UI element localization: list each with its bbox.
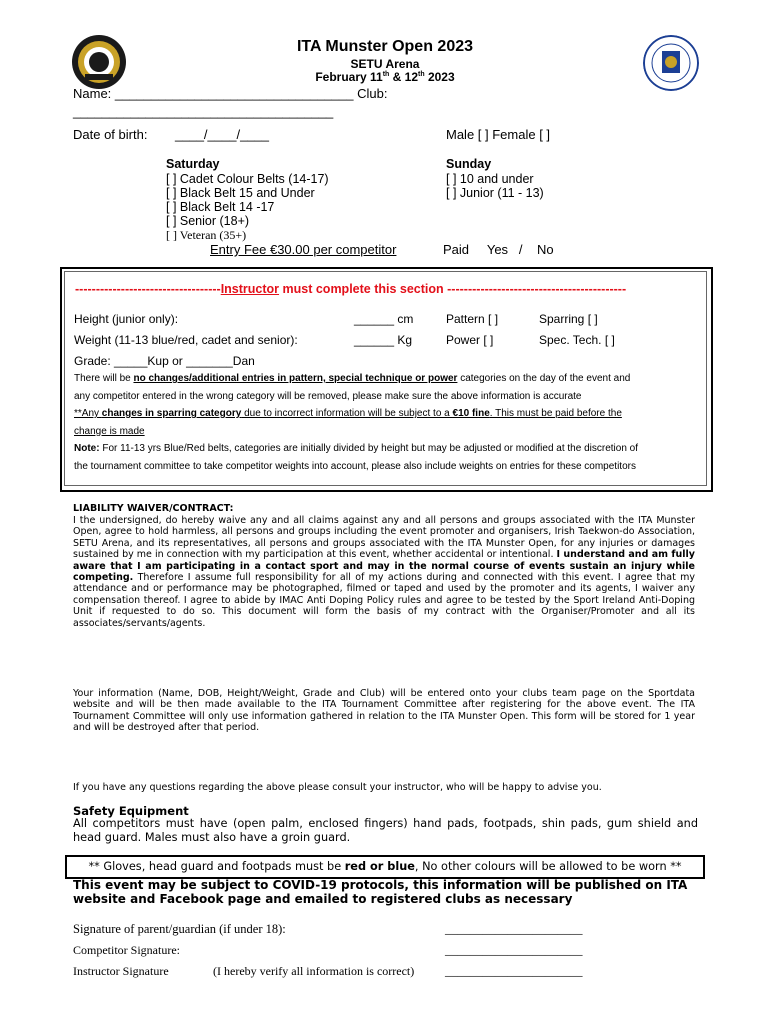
- weight-label: Weight (11-13 blue/red, cadet and senior):: [74, 333, 298, 347]
- event-date: February 11th & 12th 2023: [315, 70, 455, 84]
- height-label: Height (junior only):: [74, 312, 179, 326]
- sun-junior[interactable]: [ ] Junior (11 - 13): [446, 186, 544, 200]
- note-height-division: Note: For 11-13 yrs Blue/Red belts, categories are initially divided by height but may be adjusted or modified at the discretion of: [74, 443, 638, 454]
- note-no-changes: There will be no changes/additional entries in pattern, special technique or power categories on the day of the event and: [74, 373, 631, 384]
- grade-field[interactable]: Grade: _____Kup or _______Dan: [74, 354, 255, 368]
- dob-field[interactable]: ____/____/____: [175, 127, 269, 142]
- safety-text: All competitors must have (open palm, enclosed fingers) hand pads, footpads, shin pads, gum shield and head guard. Males must also have a groin guard.: [73, 817, 698, 844]
- waiver-text: I the undersigned, do hereby waive any and all claims against any and all persons and groups associated with the ITA Munster Open, agree to hold harmless, all persons and groups including the event promoter and organisers, Irish Taekwon-do Association, SETU Arena, and its representatives, all persons and groups associated with the ITA Munster Open, for any injuries or damages sustained by me in connection with my participation at this event, whether accidental or intentional. I understand and am fully aware that I am participating in a contact sport and may in the normal course of events sustain an injury while competing. Therefore I assume full responsibility for all of my actions during and connected with this event. I agree that my attendance and or performance may be photographed, filmed or taped and used by the promoter and its agents, I waiver any compensation thereof. I agree to abide by IMAC Anti Doping Policy rules and agree to be tested by the Sport Ireland Anti-Doping Unit if requested to do so. This document will form the basis of my contract with the Organiser/Promoter and all its associates/servants/agents.: [73, 515, 695, 629]
- sunday-heading: Sunday: [446, 157, 492, 171]
- note-wrong-category: any competitor entered in the wrong category will be removed, please make sure the above information is accurate: [74, 390, 582, 402]
- instructor-heading: -----------------------------------Instructor must complete this section -------------------------------------------: [75, 282, 627, 296]
- waiver-heading: LIABILITY WAIVER/CONTRACT:: [73, 503, 234, 514]
- pattern-checkbox[interactable]: Pattern [ ]: [446, 312, 499, 326]
- sat-black-belt-15-under[interactable]: [ ] Black Belt 15 and Under: [166, 186, 315, 200]
- event-venue: SETU Arena: [350, 57, 420, 71]
- safety-heading: Safety Equipment: [73, 804, 189, 818]
- equipment-colour-banner: ** Gloves, head guard and footpads must be red or blue, No other colours will be allowed to be worn **: [65, 855, 705, 879]
- entry-fee: Entry Fee €30.00 per competitor: [210, 242, 397, 257]
- note-change-made: change is made: [74, 425, 145, 437]
- parent-signature-label: Signature of parent/guardian (if under 18):: [73, 922, 286, 936]
- questions-text: If you have any questions regarding the above please consult your instructor, who will be happy to advise you.: [73, 782, 602, 793]
- parent-signature-line[interactable]: ______________________: [445, 922, 583, 936]
- instructor-signature-label: Instructor Signature: [73, 964, 169, 978]
- sat-black-belt-14-17[interactable]: [ ] Black Belt 14 -17: [166, 200, 275, 214]
- instructor-verify-note: (I hereby verify all information is correct): [213, 964, 415, 978]
- privacy-text: Your information (Name, DOB, Height/Weight, Grade and Club) will be entered onto your clubs team page on the Sportdata website and will be then made available to the ITA Tournament Committee after registering for the above event. The ITA Tournament Committee will only use information gathered in relation to the ITA Munster Open. This form will be stored for 1 year and will be destroyed after that period.: [73, 688, 695, 734]
- competitor-signature-label: Competitor Signature:: [73, 943, 180, 957]
- power-checkbox[interactable]: Power [ ]: [446, 333, 494, 347]
- sat-cadet-colour-belts[interactable]: [ ] Cadet Colour Belts (14-17): [166, 172, 329, 186]
- name-continuation-line[interactable]: ____________________________________: [73, 104, 334, 119]
- sun-10-under[interactable]: [ ] 10 and under: [446, 172, 534, 186]
- event-title: ITA Munster Open 2023: [296, 38, 474, 55]
- dob-label: Date of birth:: [73, 127, 148, 142]
- weight-field[interactable]: ______ Kg: [354, 333, 413, 347]
- name-club-field[interactable]: Name: _________________________________ Club:: [73, 86, 388, 101]
- instructor-notes: [74, 370, 700, 475]
- spec-tech-checkbox[interactable]: Spec. Tech. [ ]: [539, 333, 615, 347]
- note-sparring-fine: **Any changes in sparring category due to incorrect information will be subject to a €10 fine. This must be paid before the: [74, 408, 622, 419]
- covid-notice: This event may be subject to COVID-19 protocols, this information will be published on ITA website and Facebook page and emailed to registered clubs as necessary: [73, 878, 688, 906]
- sparring-checkbox[interactable]: Sparring [ ]: [539, 312, 598, 326]
- saturday-heading: Saturday: [166, 157, 220, 171]
- instructor-signature-line[interactable]: ______________________: [445, 964, 583, 978]
- height-field[interactable]: ______ cm: [354, 312, 414, 326]
- note-weights: the tournament committee to take competitor weights into account, please also include weights on entries for these competitors: [74, 460, 636, 472]
- sat-senior[interactable]: [ ] Senior (18+): [166, 214, 250, 228]
- competitor-signature-line[interactable]: ______________________: [445, 943, 583, 957]
- paid-yes-no[interactable]: Paid Yes / No: [443, 242, 554, 257]
- gender-checkboxes[interactable]: Male [ ] Female [ ]: [446, 127, 551, 142]
- sat-veteran[interactable]: [ ] Veteran (35+): [166, 228, 247, 242]
